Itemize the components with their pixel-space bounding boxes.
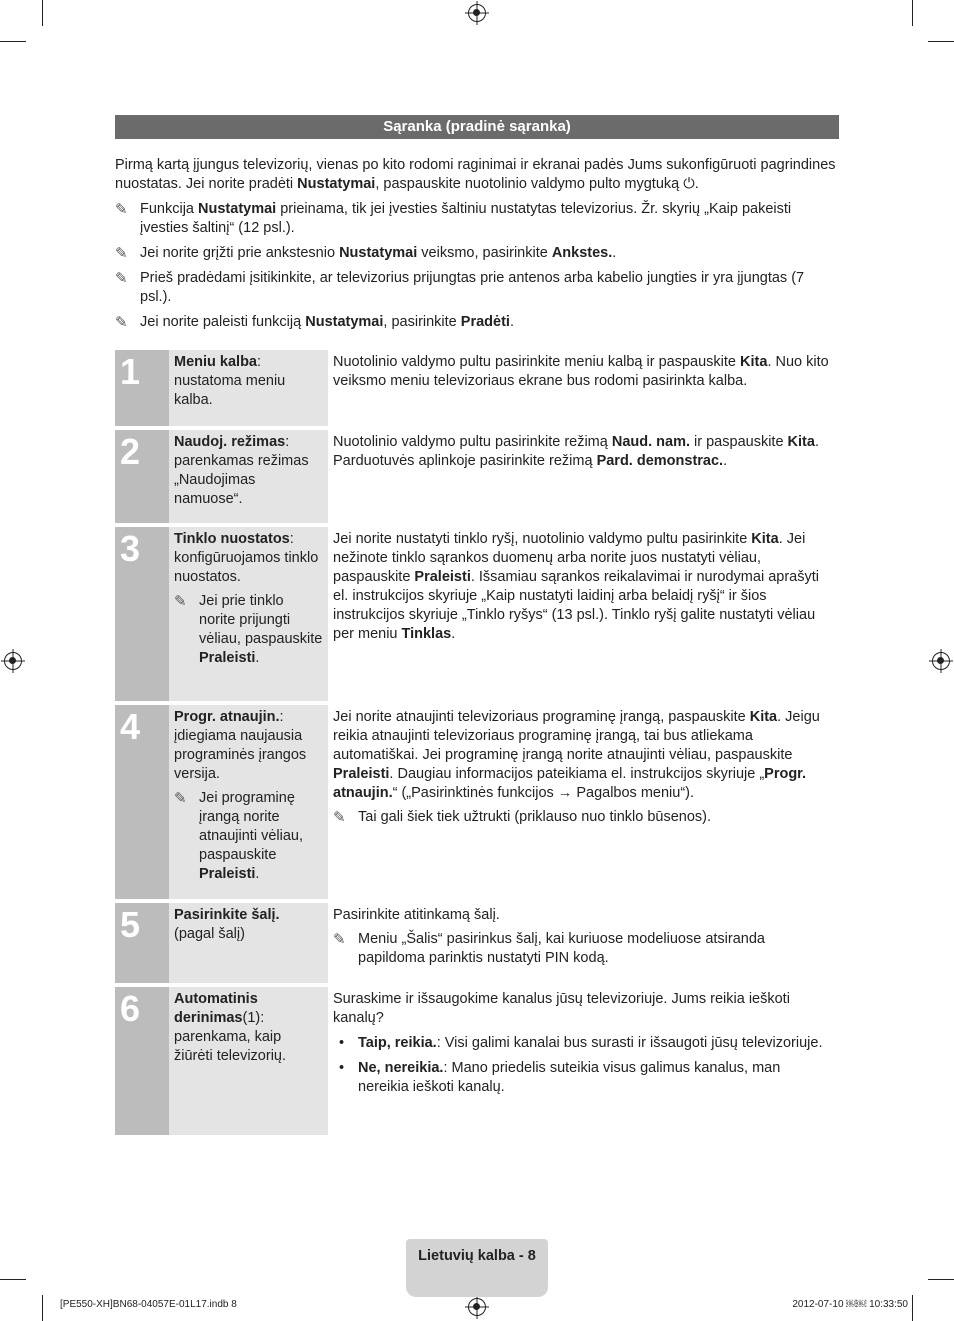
section-title: Sąranka (pradinė sąranka) <box>115 115 839 139</box>
step-number: 3 <box>115 527 169 701</box>
step-row <box>115 527 839 701</box>
bullet-icon: • <box>339 1035 345 1051</box>
pencil-note-icon: ✎ <box>333 809 346 826</box>
intro-paragraph <box>115 156 839 194</box>
power-icon: ⏻ <box>683 176 695 192</box>
file-info: [PE550-XH]BN68-04057E-01L17.indb 8 <box>60 1299 237 1310</box>
step-row <box>115 903 839 983</box>
step-row <box>115 987 839 1135</box>
step-number: 2 <box>115 430 169 523</box>
note-text: Jei norite paleisti funkciją Nustatymai, pasirinkite Pradėti. <box>140 314 514 330</box>
crop-mark <box>42 1295 43 1321</box>
list-item: • Taip, reikia.: Visi galimi kanalai bus surasti ir išsaugoti jūsų televizoriuje. <box>333 1034 834 1053</box>
note-text: Prieš pradėdami įsitikinkite, ar televizorius prijungtas prie antenos arba kabelio jungties ir yra įjungtas (7 psl.). <box>140 270 805 305</box>
crop-mark <box>0 1279 26 1280</box>
note-item: ✎ Jei programinę įrangą norite atnaujinti vėliau, paspauskite Praleisti. <box>174 790 303 882</box>
step-label: Progr. atnaujin.: įdiegiama naujausia programinės įrangos versija. ✎ Jei programinę įrangą norite atnaujinti vėliau, paspauskite Praleisti. <box>169 705 328 899</box>
step-label: Naudoj. režimas: parenkamas režimas „Naudojimas namuose“. <box>169 430 328 523</box>
note-text: Jei norite grįžti prie ankstesnio Nustatymai veiksmo, pasirinkite Ankstes.. <box>140 245 617 261</box>
pencil-note-icon: ✎ <box>115 201 128 218</box>
pencil-note-icon: ✎ <box>115 314 128 331</box>
pencil-note-icon: ✎ <box>333 931 346 948</box>
registration-mark-icon <box>468 4 486 22</box>
crop-mark <box>928 41 954 42</box>
text: , paspauskite nuotolinio valdymo pulto mygtuką <box>375 176 684 192</box>
pencil-note-icon: ✎ <box>115 270 128 287</box>
crop-mark <box>912 1295 913 1321</box>
crop-mark <box>42 0 43 26</box>
list-item: • Ne, nereikia.: Mano priedelis suteikia visus galimus kanalus, man nereikia ieškoti kanalų. <box>333 1059 834 1097</box>
term: Nustatymai <box>297 176 376 192</box>
note-item: ✎ Jei prie tinklo norite prijungti vėliau, paspauskite Praleisti. <box>174 593 323 666</box>
step-description: Suraskime ir išsaugokime kanalus jūsų televizoriuje. Jums reikia ieškoti kanalų? • Taip, reikia.: Visi galimi kanalai bus surasti ir išsaugoti jūsų televizoriuje. • Ne, nereikia.: Mano priedelis suteikia visus galimus kanalus, man nereikia ieškoti kanalų. <box>328 987 839 1135</box>
crop-mark <box>0 41 26 42</box>
steps-table <box>115 350 839 1139</box>
note-text: Funkcija Nustatymai prieinama, tik jei įvesties šaltiniu nustatytas televizorius. Žr. skyrių „Kaip pakeisti įvesties šaltinį“ (12 psl.). <box>140 201 792 236</box>
print-timestamp: 2012-07-10 ￼￼ 10:33:50 <box>792 1299 908 1310</box>
pencil-note-icon: ✎ <box>174 790 187 807</box>
step-number: 6 <box>115 987 169 1135</box>
text: . <box>694 176 699 192</box>
note-item <box>115 269 839 307</box>
step-label: Automatinis derinimas(1): parenkama, kaip žiūrėti televizorių. <box>169 987 328 1135</box>
page-number-tab: Lietuvių kalba - 8 <box>406 1239 548 1297</box>
registration-mark-icon <box>4 652 22 670</box>
step-label: Pasirinkite šalį. (pagal šalį) <box>169 903 328 983</box>
step-description: Jei norite atnaujinti televizoriaus programinę įrangą, paspauskite Kita. Jeigu reikia atnaujinti televizoriaus programinę įrangą, tai bus atliekama automatiškai. Jei programinę įrangą norite atnaujinti vėliau, paspauskite Praleisti. Daugiau informacijos pateikiama el. instrukcijos skyriuje „Progr. atnaujin.“ („Pasirinktinės funkcijos → Pagalbos meniu“). ✎ Tai gali šiek tiek užtrukti (priklauso nuo tinklo būsenos). <box>328 705 839 899</box>
note-item: ✎ Meniu „Šalis“ pasirinkus šalį, kai kuriuose modeliuose atsiranda papildoma parinktis nustatyti PIN kodą. <box>333 931 765 966</box>
step-description: Nuotolinio valdymo pultu pasirinkite režimą Naud. nam. ir paspauskite Kita. Parduotuvės aplinkoje pasirinkite režimą Pard. demonstrac.. <box>333 434 819 469</box>
text: Pirmą kartą įjungus televizorių, vienas po kito rodomi raginimai ir ekranai padės Jums sukonfigūruoti pagrindines nuostatas. Jei norite pradėti <box>115 157 836 192</box>
step-row <box>115 350 839 426</box>
step-number: 4 <box>115 705 169 899</box>
step-description: Nuotolinio valdymo pultu pasirinkite meniu kalbą ir paspauskite Kita. Nuo kito veiksmo meniu televizoriaus ekrane bus rodomi pasirinkta kalba. <box>333 354 829 389</box>
pencil-note-icon: ✎ <box>174 593 187 610</box>
registration-mark-icon <box>468 1298 486 1316</box>
registration-mark-icon <box>932 652 950 670</box>
step-label: Tinklo nuostatos: konfigūruojamos tinklo nuostatos. ✎ Jei prie tinklo norite prijungti vėliau, paspauskite Praleisti. <box>169 527 328 701</box>
crop-mark <box>928 1279 954 1280</box>
note-item <box>115 313 839 332</box>
step-description: Pasirinkite atitinkamą šalį. ✎ Meniu „Šalis“ pasirinkus šalį, kai kuriuose modeliuose atsiranda papildoma parinktis nustatyti PIN kodą. <box>328 903 839 983</box>
step-number: 1 <box>115 350 169 426</box>
bullet-icon: • <box>339 1060 345 1076</box>
step-row <box>115 430 839 523</box>
step-description: Jei norite nustatyti tinklo ryšį, nuotolinio valdymo pultu pasirinkite Kita. Jei nežinote tinklo sąrankos duomenų arba norite juos nustatyti vėliau, paspauskite Praleisti. Išsamiau sąrankos reikalavimai ir nurodymai aprašyti el. instrukcijos skyriuje „Kaip nustatyti laidinį arba belaidį ryšį“ ir šios instrukcijos skyriuje „Tinklo ryšys“ (13 psl.). Tinklo ryšį galite nustatyti vėliau per meniu Tinklas. <box>333 531 819 642</box>
intro-text <box>115 156 839 338</box>
pencil-note-icon: ✎ <box>115 245 128 262</box>
crop-mark <box>912 0 913 26</box>
step-row <box>115 705 839 899</box>
step-label: Meniu kalba: nustatoma meniu kalba. <box>169 350 328 426</box>
note-item <box>115 244 839 263</box>
note-item: ✎ Tai gali šiek tiek užtrukti (priklauso nuo tinklo būsenos). <box>333 809 711 826</box>
note-item <box>115 200 839 238</box>
step-number: 5 <box>115 903 169 983</box>
